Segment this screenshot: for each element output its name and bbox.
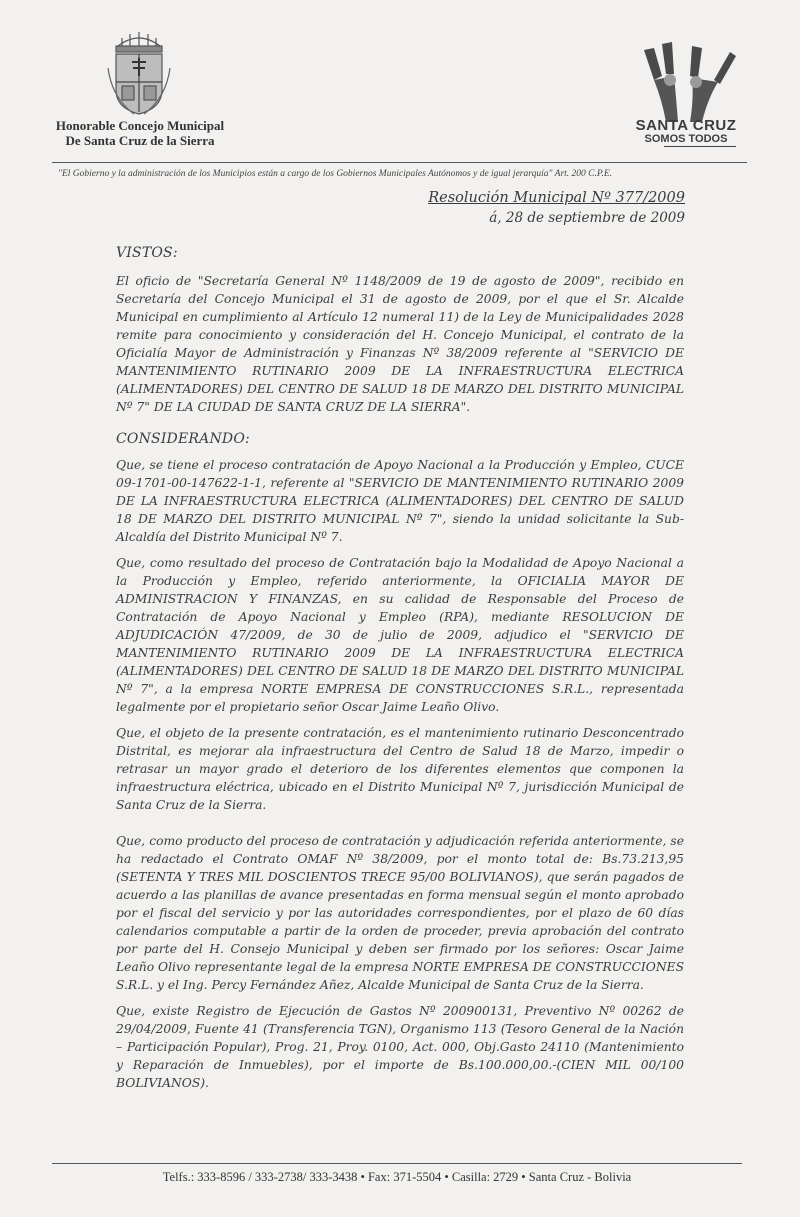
council-line-1: Honorable Concejo Municipal <box>55 118 225 133</box>
council-line-2: De Santa Cruz de la Sierra <box>65 133 215 148</box>
contact-footer: Telfs.: 333-8596 / 333-2738/ 333-3438 • Fax: 371-5504 • Casilla: 2729 • Santa Cruz - Bolivia <box>162 1170 632 1184</box>
brand-name: SANTA CRUZ <box>635 117 737 134</box>
vistos-paragraph: El oficio de "Secretaría General Nº 1148/2009 de 19 de agosto de 2009", recibido en Secretaría del Concejo Municipal el 31 de agosto de 2009, por el que el Sr. Alcalde Municipal en cumplimiento al Artículo 12 numeral 11) de la Ley de Municipalidades 2028 remite para conocimiento y consideración del H. Concejo Municipal, el contrato de la Oficialía Mayor de Administración y Finanzas Nº 38/2009 referente al "SERVICIO DE MANTENIMIENTO RUTINARIO 2009 DE LA INFRAESTRUCTURA ELECTRICA (ALIMENTADORES) DEL CENTRO DE SALUD 18 DE MARZO DEL DISTRITO MUNICIPAL Nº 7" DE LA CIUDAD DE SANTA CRUZ DE LA SIERRA". <box>116 274 684 414</box>
constitution-quote: "El Gobierno y la administración de los Municipios están a cargo de los Gobiernos Municipales Autónomos y de igual jerarquía" Art. 200 C.P.E. <box>58 169 613 179</box>
considerando-heading: CONSIDERANDO: <box>116 431 250 447</box>
considerando-paragraph: Que, como producto del proceso de contratación y adjudicación referida anteriormente, se ha redactado el Contrato OMAF Nº 38/2009, por el monto total de: Bs.73.213,95 (SETENTA Y TRES MIL DOSCIENTOS TRECE 95/00 BOLIVIANOS), que serán pagados de acuerdo a las planillas de avance presentadas en forma mensual según el monto aprobado por el fiscal del servicio y por las autoridades correspondientes, por el plazo de 60 días calendarios computable a partir de la orden de proceder, previa aprobación del contrato por parte del H. Consejo Municipal y deben ser firmado por los señores: Oscar Jaime Leaño Olivo representante legal de la empresa NORTE EMPRESA DE CONSTRUCCIONES S.R.L. y el Ing. Percy Fernández Añez, Alcalde Municipal de Santa Cruz de la Sierra. <box>116 834 684 992</box>
considerando-paragraph: Que, se tiene el proceso contratación de Apoyo Nacional a la Producción y Empleo, CUCE 09-1701-00-147622-1-1, referente al "SERVICIO DE MANTENIMIENTO RUTINARIO 2009 DE LA INFRAESTRUCTURA ELECTRICA (ALIMENTADORES) DEL CENTRO DE SALUD 18 DE MARZO DEL DISTRITO MUNICIPAL Nº 7", siendo la unidad solicitante la Sub-Alcaldía del Distrito Municipal Nº 7. <box>116 458 684 544</box>
header-divider <box>52 162 747 163</box>
tagline-underline <box>664 146 736 147</box>
considerando-paragraph: Que, como resultado del proceso de Contratación bajo la Modalidad de Apoyo Nacional a la Producción y Empleo, referido anteriormente, la OFICIALIA MAYOR DE ADMINISTRACION Y FINANZAS, en su calidad de Responsable del Proceso de Contratación de Apoyo Nacional y Empleo (RPA), mediante RESOLUCION DE ADJUDICACIÓN 47/2009, de 30 de julio de 2009, adjudico el "SERVICIO DE MANTENIMIENTO RUTINARIO 2009 DE LA INFRAESTRUCTURA ELECTRICA (ALIMENTADORES) DEL CENTRO DE SALUD 18 DE MARZO DEL DISTRITO MUNICIPAL Nº 7", a la empresa NORTE EMPRESA DE CONSTRUCCIONES S.R.L., representada legalmente por el propietario señor Oscar Jaime Leaño Olivo. <box>116 556 684 714</box>
considerando-paragraph: Que, el objeto de la presente contratación, es el mantenimiento rutinario Desconcentrado Distrital, es mejorar ala infraestructura del Centro de Salud 18 de Marzo, impedir o retrasar un mayor grado el deterioro de los diferentes elementos que componen la infraestructura eléctrica, ubicado en el Distrito Municipal Nº 7, jurisdicción Municipal de Santa Cruz de la Sierra. <box>116 726 684 812</box>
resolution-date: á, 28 de septiembre de 2009 <box>489 210 685 226</box>
footer-divider <box>52 1163 742 1164</box>
coat-of-arms-icon <box>104 28 174 118</box>
document-body <box>116 244 684 1100</box>
brand-tagline: SOMOS TODOS <box>644 133 728 145</box>
vistos-heading: VISTOS: <box>116 245 178 261</box>
council-name <box>20 118 260 148</box>
santa-cruz-logo-icon <box>632 40 742 122</box>
considerando-paragraph: Que, existe Registro de Ejecución de Gastos Nº 200900131, Preventivo Nº 00262 de 29/04/2009, Fuente 41 (Transferencia TGN), Organismo 113 (Tesoro General de la Nación – Participación Popular), Prog. 21, Proy. 0100, Act. 000, Obj.Gasto 24110 (Mantenimiento y Reparación de Inmuebles), por el importe de Bs.100.000,00.-(CIEN MIL 00/100 BOLIVIANOS). <box>116 1004 684 1090</box>
resolution-title: Resolución Municipal Nº 377/2009 <box>428 190 685 206</box>
